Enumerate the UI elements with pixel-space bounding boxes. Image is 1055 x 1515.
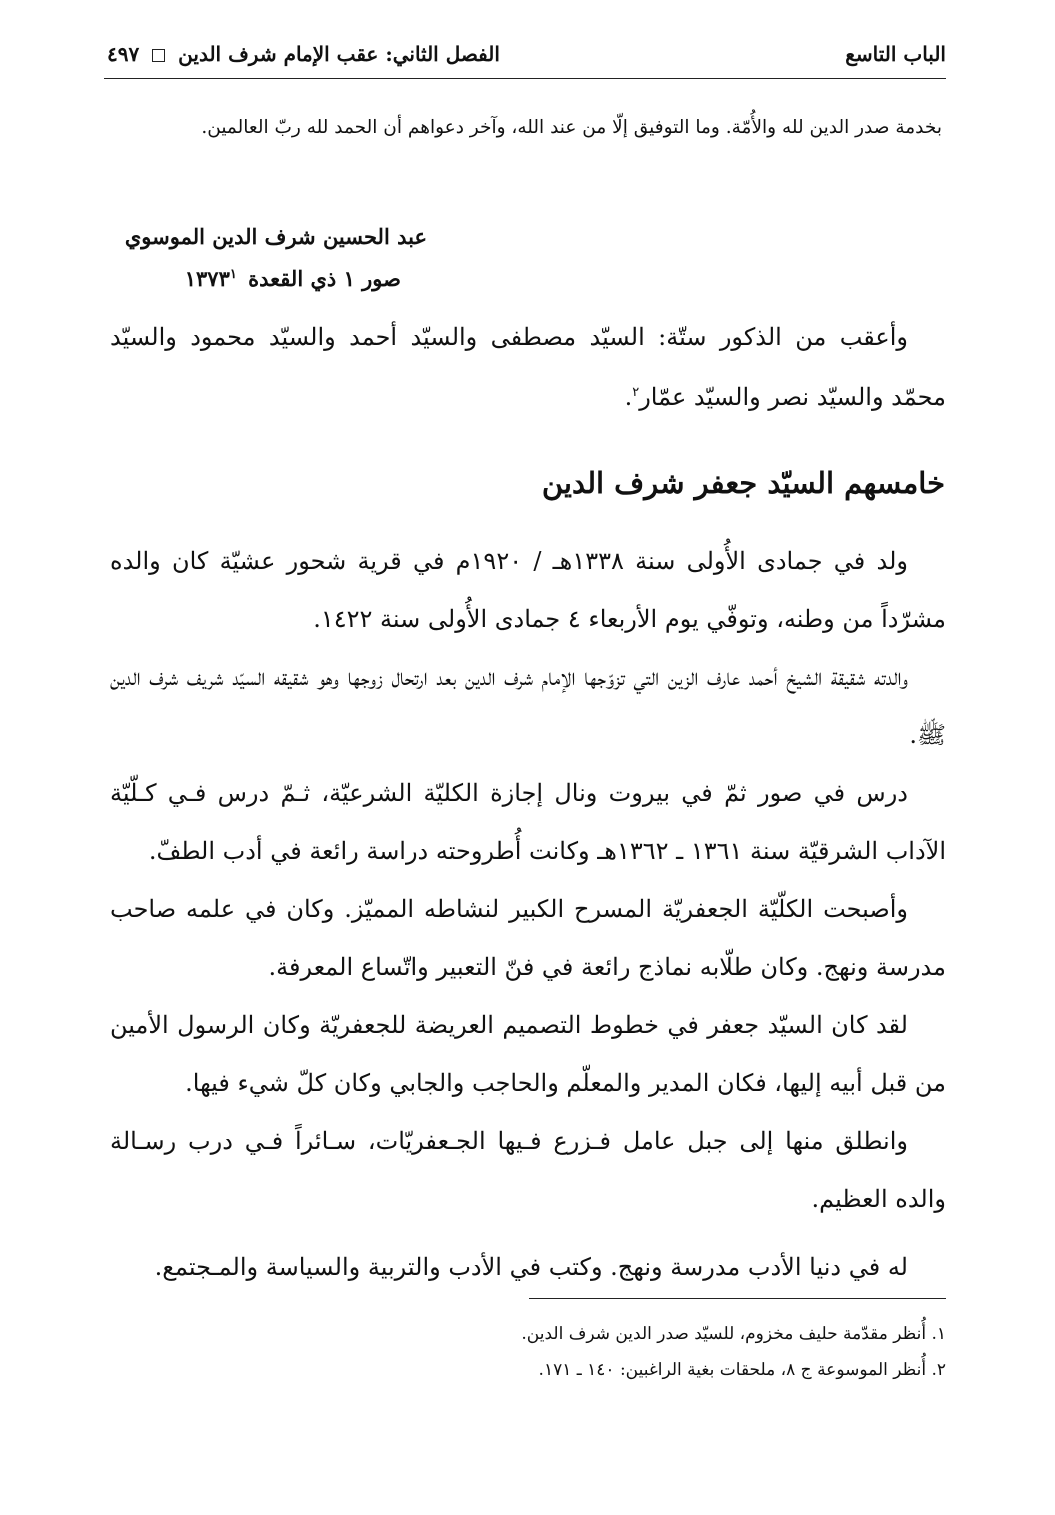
- paragraph-birth: ولد في جمادى الأُولى سنة ١٣٣٨هـ / ١٩٢٠م في قرية شحور عشيّة كان والده مشرّداً من وطنه، وتوفّي يوم الأربعاء ٤ جمادى الأُولى سنة ١٤٢٢.: [110, 547, 946, 633]
- header-left: [104, 42, 503, 66]
- signature-date-text: صور ١ ذي القعدة ١٣٧٣: [184, 266, 401, 291]
- paragraph-study: درس في صور ثمّ في بيروت ونال إجازة الكليّة الشرعيّة، ثـمّ درس فـي كـلّيّة الآداب الشرقيّة سنة ١٣٦١ ـ ١٣٦٢هـ وكانت أُطروحته دراسة رائعة في أدب الطفّ.: [110, 779, 946, 865]
- square-separator-icon: [152, 49, 165, 62]
- section-title: خامسهم السيّد جعفر شرف الدين: [541, 466, 945, 500]
- footnotes: [110, 1316, 946, 1388]
- footnote-divider: [529, 1298, 946, 1299]
- paragraph-college: وأصبحت الكلّيّة الجعفريّة المسرح الكبير لنشاطه المميّز. وكان في علمه صاحب مدرسة ونهج. وكان طلّابه نماذج رائعة في فنّ التعبير واتّساع المعرفة.: [110, 895, 946, 981]
- footnote-ref-1: ١: [229, 267, 237, 282]
- signature-block: [107, 218, 427, 298]
- sons-text: وأعقب من الذكور ستّة: السيّد مصطفى والسيّد أحمد والسيّد محمود والسيّد محمّد والسيّد نصر والسيّد عمّار: [110, 323, 946, 411]
- sons-period: .: [624, 383, 633, 411]
- paragraph-role: لقد كان السيّد جعفر في خطوط التصميم العريضة للجعفريّة وكان الرسول الأمين من قبل أبيه إليها، فكان المدير والمعلّم والحاجب والجابي وكان كلّ شيء فيها.: [110, 1011, 946, 1097]
- biography-body: [110, 532, 946, 1296]
- page-number: ٤٩٧: [107, 42, 140, 66]
- intro-text: بخدمة صدر الدين لله والأُمّة. وما التوفيق إلّا من عند الله، وآخر دعواهم أن الحمد لله ربّ العالمين.: [201, 117, 942, 138]
- paragraph-mother: والدته شقيقة الشيخ أحمد عارف الزين التي تزوّجها الإمام شرف الدين بعد ارتحال زوجها وهو شقيقه السيّد شريف شرف الدين ﷺ.: [110, 663, 946, 749]
- section-heading: الفصل الثاني: عقب الإمام شرف الدين: [178, 42, 500, 66]
- signature-place-date: [107, 256, 427, 298]
- paragraph-literature: له في دنيا الأدب مدرسة ونهج. وكتب في الأدب والتربية والسياسة والمـجتمع.: [154, 1253, 908, 1281]
- chapter-title: الباب التاسع: [845, 42, 946, 66]
- footnote-ref-2: ٢: [632, 385, 640, 400]
- footnote-1: ١. أُنظر مقدّمة حليف مخزوم، للسيّد صدر الدين شرف الدين.: [521, 1324, 946, 1344]
- signature-name: عبد الحسين شرف الدين الموسوي: [124, 224, 427, 249]
- running-header: [104, 34, 946, 79]
- paragraph-jabal-amil: وانطلق منها إلى جبل عامل فـزرع فـيها الجـعفريّات، سـائراً فـي درب رسـالة والده العظيم.: [110, 1127, 946, 1213]
- footnote-2: ٢. أُنظر الموسوعة ج ٨، ملحقات بغية الراغبين: ١٤٠ ـ ١٧١.: [538, 1360, 946, 1380]
- sons-paragraph: [110, 310, 946, 425]
